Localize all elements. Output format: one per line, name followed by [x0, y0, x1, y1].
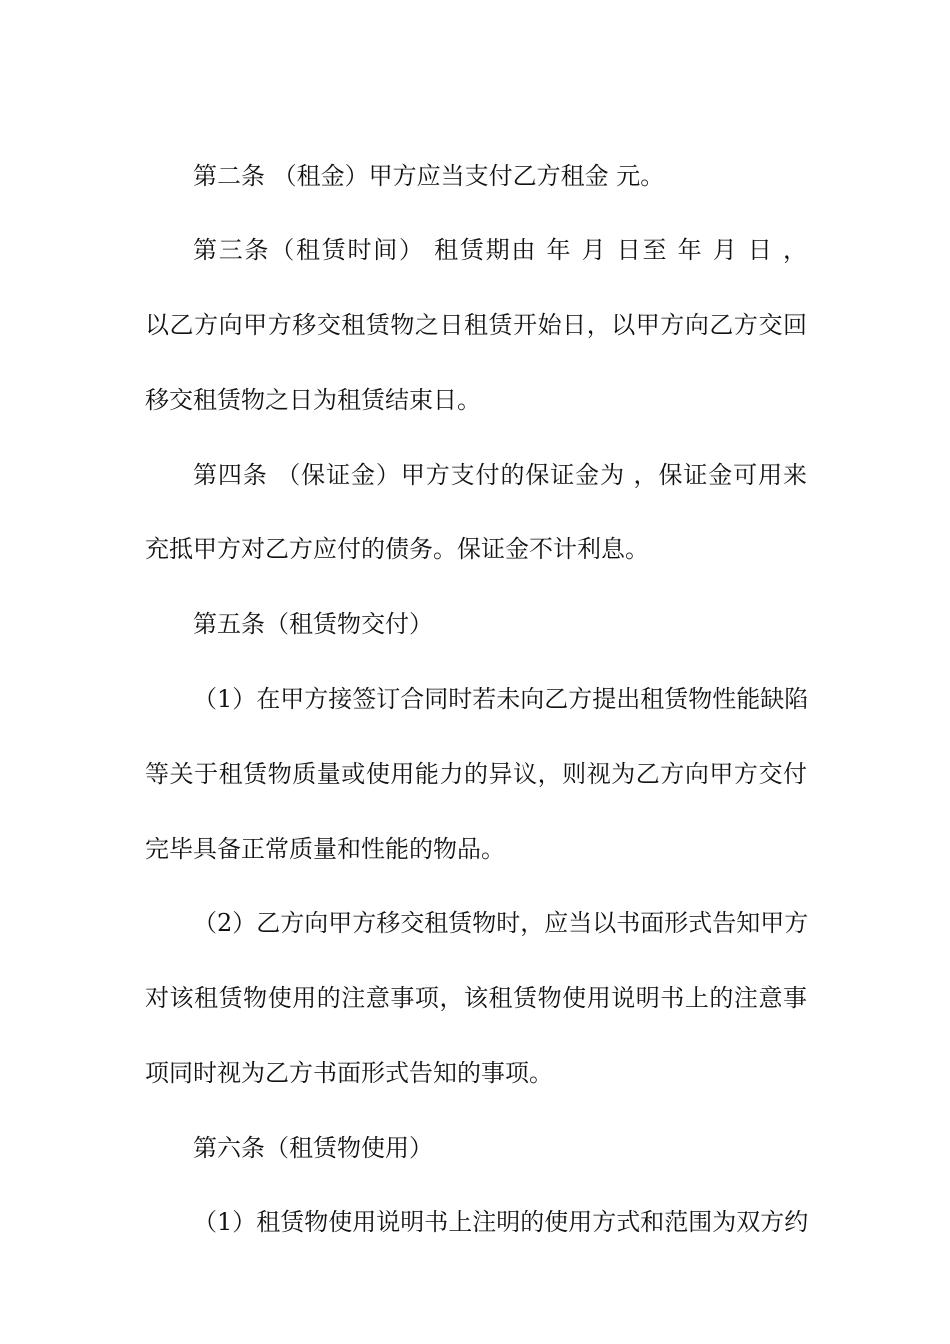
article-2-rent: 第二条 （租金）甲方应当支付乙方租金 元。	[193, 162, 665, 190]
article-3-lease-term-line-1: 第三条（租赁时间） 租赁期由 年 月 日至 年 月 日 ，	[193, 236, 807, 264]
article-5-clause-1-line-2: 等关于租赁物质量或使用能力的异议，则视为乙方向甲方交付	[145, 760, 807, 788]
article-5-clause-2-line-2: 对该租赁物使用的注意事项，该租赁物使用说明书上的注意事	[145, 984, 807, 1012]
article-5-clause-1-line-1: （1）在甲方接签订合同时若未向乙方提出租赁物性能缺陷	[193, 685, 809, 713]
article-5-heading: 第五条（租赁物交付）	[193, 610, 433, 638]
article-6-clause-1-line-1: （1）租赁物使用说明书上注明的使用方式和范围为双方约	[193, 1208, 809, 1236]
article-3-lease-term-line-3: 移交租赁物之日为租赁结束日。	[145, 386, 481, 414]
document-page	[145, 0, 807, 1344]
article-3-lease-term-line-2: 以乙方向甲方移交租赁物之日租赁开始日，以甲方向乙方交回	[145, 311, 807, 339]
article-5-clause-2-line-3: 项同时视为乙方书面形式告知的事项。	[145, 1059, 553, 1087]
article-5-clause-1-line-3: 完毕具备正常质量和性能的物品。	[145, 835, 505, 863]
article-6-heading: 第六条（租赁物使用）	[193, 1134, 433, 1162]
article-4-deposit-line-1: 第四条 （保证金）甲方支付的保证金为 ，保证金可用来	[193, 461, 807, 489]
article-5-clause-2-line-1: （2）乙方向甲方移交租赁物时，应当以书面形式告知甲方	[193, 909, 809, 937]
article-4-deposit-line-2: 充抵甲方对乙方应付的债务。保证金不计利息。	[145, 535, 649, 563]
